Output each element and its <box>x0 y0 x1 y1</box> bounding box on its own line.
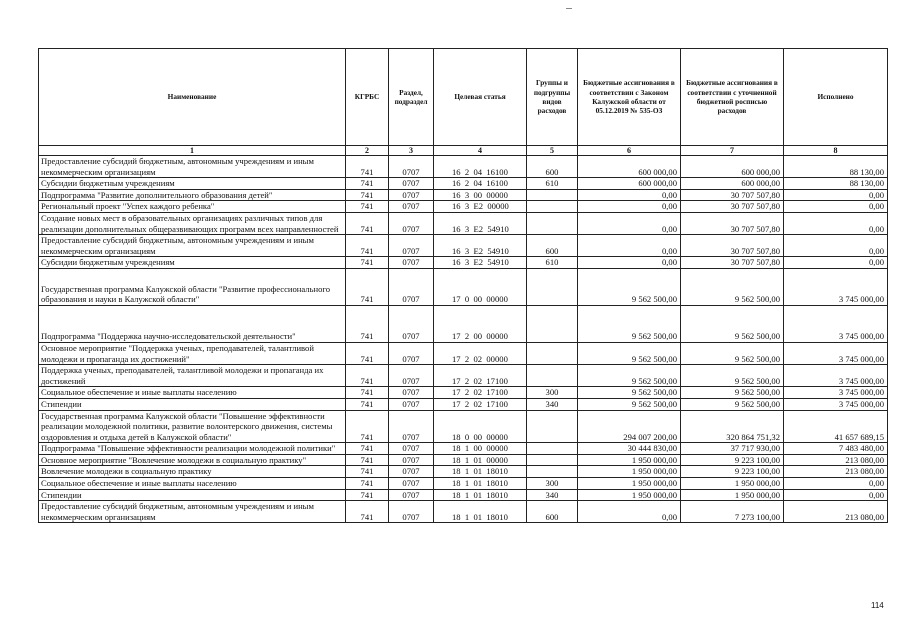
section-cell: 0707 <box>389 342 434 364</box>
expense-group-cell <box>527 212 578 234</box>
expense-group-cell <box>527 443 578 455</box>
col-header-name: Наименование <box>39 49 346 146</box>
target-article-cell: 17 2 02 17100 <box>434 398 527 410</box>
refined-allocation-cell: 9 562 500,00 <box>681 268 784 305</box>
expense-group-cell <box>527 410 578 443</box>
kgrbs-cell: 741 <box>346 189 389 201</box>
executed-cell: 0,00 <box>784 212 888 234</box>
section-cell: 0707 <box>389 365 434 387</box>
table-row <box>39 466 888 478</box>
law-allocation-cell: 9 562 500,00 <box>578 387 681 399</box>
target-article-cell: 16 3 E2 54910 <box>434 235 527 257</box>
expense-group-cell <box>527 342 578 364</box>
executed-cell: 213 080,00 <box>784 454 888 466</box>
law-allocation-cell: 1 950 000,00 <box>578 478 681 490</box>
table-row <box>39 235 888 257</box>
kgrbs-cell: 741 <box>346 212 389 234</box>
executed-cell: 3 745 000,00 <box>784 342 888 364</box>
target-article-cell: 16 2 04 16100 <box>434 156 527 178</box>
scan-mark <box>566 8 572 9</box>
expense-group-cell: 340 <box>527 489 578 501</box>
section-cell: 0707 <box>389 212 434 234</box>
target-article-cell: 17 2 02 17100 <box>434 365 527 387</box>
law-allocation-cell: 600 000,00 <box>578 156 681 178</box>
row-name-cell: Социальное обеспечение и иные выплаты населению <box>39 387 346 399</box>
row-name-cell: Создание новых мест в образовательных организациях различных типов для реализации дополнительных общеразвивающих программ всех направленностей <box>39 212 346 234</box>
refined-allocation-cell: 30 707 507,80 <box>681 201 784 213</box>
refined-allocation-cell: 37 717 930,00 <box>681 443 784 455</box>
table-row <box>39 268 888 305</box>
kgrbs-cell: 741 <box>346 178 389 190</box>
law-allocation-cell: 0,00 <box>578 212 681 234</box>
expense-group-cell: 600 <box>527 156 578 178</box>
target-article-cell: 18 1 00 00000 <box>434 443 527 455</box>
target-article-cell: 18 1 01 00000 <box>434 454 527 466</box>
table-row <box>39 387 888 399</box>
section-cell: 0707 <box>389 454 434 466</box>
expense-group-cell <box>527 454 578 466</box>
law-allocation-cell: 9 562 500,00 <box>578 342 681 364</box>
target-article-cell: 18 0 00 00000 <box>434 410 527 443</box>
table-row <box>39 398 888 410</box>
refined-allocation-cell: 9 562 500,00 <box>681 365 784 387</box>
refined-allocation-cell: 7 273 100,00 <box>681 501 784 523</box>
kgrbs-cell: 741 <box>346 454 389 466</box>
executed-cell: 3 745 000,00 <box>784 365 888 387</box>
law-allocation-cell: 1 950 000,00 <box>578 489 681 501</box>
executed-cell: 0,00 <box>784 478 888 490</box>
executed-cell: 213 080,00 <box>784 466 888 478</box>
col-number: 7 <box>681 146 784 156</box>
row-name-cell: Предоставление субсидий бюджетным, автономным учреждениям и иным некоммерческим организациям <box>39 156 346 178</box>
executed-cell: 41 657 689,15 <box>784 410 888 443</box>
target-article-cell: 17 0 00 00000 <box>434 268 527 305</box>
law-allocation-cell: 1 950 000,00 <box>578 466 681 478</box>
target-article-cell: 17 2 02 17100 <box>434 387 527 399</box>
refined-allocation-cell: 9 562 500,00 <box>681 398 784 410</box>
kgrbs-cell: 741 <box>346 201 389 213</box>
target-article-cell: 18 1 01 18010 <box>434 478 527 490</box>
section-cell: 0707 <box>389 387 434 399</box>
row-name-cell: Подпрограмма "Повышение эффективности реализации молодежной политики" <box>39 443 346 455</box>
kgrbs-cell: 741 <box>346 257 389 269</box>
refined-allocation-cell: 30 707 507,80 <box>681 212 784 234</box>
col-header-section: Раздел, подраздел <box>389 49 434 146</box>
col-number: 5 <box>527 146 578 156</box>
budget-table-page <box>38 48 887 523</box>
law-allocation-cell: 0,00 <box>578 235 681 257</box>
section-cell: 0707 <box>389 443 434 455</box>
col-header-target: Целевая статья <box>434 49 527 146</box>
table-row <box>39 410 888 443</box>
budget-table <box>38 48 888 523</box>
executed-cell: 0,00 <box>784 257 888 269</box>
executed-cell: 88 130,00 <box>784 178 888 190</box>
refined-allocation-cell: 30 707 507,80 <box>681 257 784 269</box>
table-row <box>39 454 888 466</box>
executed-cell: 3 745 000,00 <box>784 305 888 342</box>
executed-cell: 88 130,00 <box>784 156 888 178</box>
row-name-cell: Поддержка ученых, преподавателей, талантливой молодежи и пропаганда их достижений <box>39 365 346 387</box>
table-row <box>39 489 888 501</box>
section-cell: 0707 <box>389 398 434 410</box>
law-allocation-cell: 9 562 500,00 <box>578 365 681 387</box>
table-row <box>39 201 888 213</box>
refined-allocation-cell: 320 864 751,32 <box>681 410 784 443</box>
col-number: 2 <box>346 146 389 156</box>
table-row <box>39 501 888 523</box>
row-name-cell: Основное мероприятие "Вовлечение молодежи в социальную практику" <box>39 454 346 466</box>
table-row <box>39 365 888 387</box>
target-article-cell: 18 1 01 18010 <box>434 489 527 501</box>
section-cell: 0707 <box>389 501 434 523</box>
refined-allocation-cell: 9 223 100,00 <box>681 454 784 466</box>
law-allocation-cell: 30 444 830,00 <box>578 443 681 455</box>
law-allocation-cell: 0,00 <box>578 501 681 523</box>
section-cell: 0707 <box>389 478 434 490</box>
row-name-cell: Субсидии бюджетным учреждениям <box>39 178 346 190</box>
kgrbs-cell: 741 <box>346 156 389 178</box>
table-row <box>39 257 888 269</box>
law-allocation-cell: 1 950 000,00 <box>578 454 681 466</box>
table-row <box>39 178 888 190</box>
target-article-cell: 18 1 01 18010 <box>434 466 527 478</box>
kgrbs-cell: 741 <box>346 235 389 257</box>
executed-cell: 0,00 <box>784 189 888 201</box>
table-row <box>39 189 888 201</box>
kgrbs-cell: 741 <box>346 478 389 490</box>
expense-group-cell <box>527 305 578 342</box>
col-number: 8 <box>784 146 888 156</box>
executed-cell: 3 745 000,00 <box>784 398 888 410</box>
executed-cell: 0,00 <box>784 489 888 501</box>
section-cell: 0707 <box>389 305 434 342</box>
column-number-row <box>39 146 888 156</box>
executed-cell: 213 080,00 <box>784 501 888 523</box>
kgrbs-cell: 741 <box>346 305 389 342</box>
target-article-cell: 16 3 E2 00000 <box>434 201 527 213</box>
table-row <box>39 212 888 234</box>
expense-group-cell <box>527 201 578 213</box>
target-article-cell: 17 2 00 00000 <box>434 305 527 342</box>
section-cell: 0707 <box>389 410 434 443</box>
table-row <box>39 305 888 342</box>
row-name-cell: Подпрограмма "Развитие дополнительного образования детей" <box>39 189 346 201</box>
refined-allocation-cell: 30 707 507,80 <box>681 235 784 257</box>
expense-group-cell <box>527 268 578 305</box>
kgrbs-cell: 741 <box>346 410 389 443</box>
kgrbs-cell: 741 <box>346 443 389 455</box>
col-header-executed: Исполнено <box>784 49 888 146</box>
kgrbs-cell: 741 <box>346 365 389 387</box>
row-name-cell: Стипендии <box>39 398 346 410</box>
col-number: 4 <box>434 146 527 156</box>
table-row <box>39 156 888 178</box>
col-header-groups: Группы и подгруппы видов расходов <box>527 49 578 146</box>
law-allocation-cell: 9 562 500,00 <box>578 268 681 305</box>
table-row <box>39 443 888 455</box>
row-name-cell: Вовлечение молодежи в социальную практику <box>39 466 346 478</box>
executed-cell: 0,00 <box>784 235 888 257</box>
target-article-cell: 16 3 E2 54910 <box>434 257 527 269</box>
refined-allocation-cell: 1 950 000,00 <box>681 489 784 501</box>
target-article-cell: 17 2 02 00000 <box>434 342 527 364</box>
law-allocation-cell: 294 007 200,00 <box>578 410 681 443</box>
section-cell: 0707 <box>389 257 434 269</box>
section-cell: 0707 <box>389 178 434 190</box>
kgrbs-cell: 741 <box>346 398 389 410</box>
refined-allocation-cell: 600 000,00 <box>681 178 784 190</box>
kgrbs-cell: 741 <box>346 489 389 501</box>
section-cell: 0707 <box>389 235 434 257</box>
table-row <box>39 478 888 490</box>
expense-group-cell <box>527 189 578 201</box>
row-name-cell: Социальное обеспечение и иные выплаты населению <box>39 478 346 490</box>
row-name-cell: Предоставление субсидий бюджетным, автономным учреждениям и иным некоммерческим организациям <box>39 235 346 257</box>
row-name-cell: Стипендии <box>39 489 346 501</box>
law-allocation-cell: 0,00 <box>578 201 681 213</box>
kgrbs-cell: 741 <box>346 387 389 399</box>
expense-group-cell: 300 <box>527 478 578 490</box>
col-header-kgrbs: КГРБС <box>346 49 389 146</box>
table-row <box>39 342 888 364</box>
refined-allocation-cell: 30 707 507,80 <box>681 189 784 201</box>
target-article-cell: 16 2 04 16100 <box>434 178 527 190</box>
expense-group-cell: 300 <box>527 387 578 399</box>
row-name-cell: Региональный проект "Успех каждого ребенка" <box>39 201 346 213</box>
executed-cell: 3 745 000,00 <box>784 268 888 305</box>
expense-group-cell: 340 <box>527 398 578 410</box>
expense-group-cell: 600 <box>527 235 578 257</box>
law-allocation-cell: 0,00 <box>578 257 681 269</box>
law-allocation-cell: 0,00 <box>578 189 681 201</box>
page-number: 114 <box>871 601 884 610</box>
law-allocation-cell: 600 000,00 <box>578 178 681 190</box>
expense-group-cell: 610 <box>527 178 578 190</box>
kgrbs-cell: 741 <box>346 501 389 523</box>
col-header-law: Бюджетные ассигнования в соответствии с Законом Калужской области от 05.12.2019 № 535-ОЗ <box>578 49 681 146</box>
kgrbs-cell: 741 <box>346 268 389 305</box>
col-number: 3 <box>389 146 434 156</box>
executed-cell: 7 483 480,00 <box>784 443 888 455</box>
section-cell: 0707 <box>389 156 434 178</box>
col-header-refined: Бюджетные ассигнования в соответствии с уточненной бюджетной росписью расходов <box>681 49 784 146</box>
law-allocation-cell: 9 562 500,00 <box>578 398 681 410</box>
row-name-cell: Государственная программа Калужской области "Развитие профессионального образования и науки в Калужской области" <box>39 268 346 305</box>
target-article-cell: 18 1 01 18010 <box>434 501 527 523</box>
col-number: 6 <box>578 146 681 156</box>
section-cell: 0707 <box>389 489 434 501</box>
law-allocation-cell: 9 562 500,00 <box>578 305 681 342</box>
refined-allocation-cell: 1 950 000,00 <box>681 478 784 490</box>
row-name-cell: Субсидии бюджетным учреждениям <box>39 257 346 269</box>
kgrbs-cell: 741 <box>346 342 389 364</box>
refined-allocation-cell: 9 562 500,00 <box>681 342 784 364</box>
executed-cell: 3 745 000,00 <box>784 387 888 399</box>
section-cell: 0707 <box>389 201 434 213</box>
refined-allocation-cell: 600 000,00 <box>681 156 784 178</box>
row-name-cell: Государственная программа Калужской области "Повышение эффективности реализации молодежной политики, развитие волонтерского движения, системы оздоровления и отдыха детей в Калужской области" <box>39 410 346 443</box>
kgrbs-cell: 741 <box>346 466 389 478</box>
target-article-cell: 16 3 E2 54910 <box>434 212 527 234</box>
refined-allocation-cell: 9 562 500,00 <box>681 387 784 399</box>
executed-cell: 0,00 <box>784 201 888 213</box>
section-cell: 0707 <box>389 189 434 201</box>
expense-group-cell: 610 <box>527 257 578 269</box>
expense-group-cell <box>527 466 578 478</box>
refined-allocation-cell: 9 223 100,00 <box>681 466 784 478</box>
section-cell: 0707 <box>389 268 434 305</box>
header-row <box>39 49 888 146</box>
target-article-cell: 16 3 00 00000 <box>434 189 527 201</box>
section-cell: 0707 <box>389 466 434 478</box>
col-number: 1 <box>39 146 346 156</box>
expense-group-cell: 600 <box>527 501 578 523</box>
row-name-cell: Предоставление субсидий бюджетным, автономным учреждениям и иным некоммерческим организациям <box>39 501 346 523</box>
row-name-cell: Подпрограмма "Поддержка научно-исследовательской деятельности" <box>39 305 346 342</box>
refined-allocation-cell: 9 562 500,00 <box>681 305 784 342</box>
expense-group-cell <box>527 365 578 387</box>
row-name-cell: Основное мероприятие "Поддержка ученых, преподавателей, талантливой молодежи и пропаганда их достижений" <box>39 342 346 364</box>
